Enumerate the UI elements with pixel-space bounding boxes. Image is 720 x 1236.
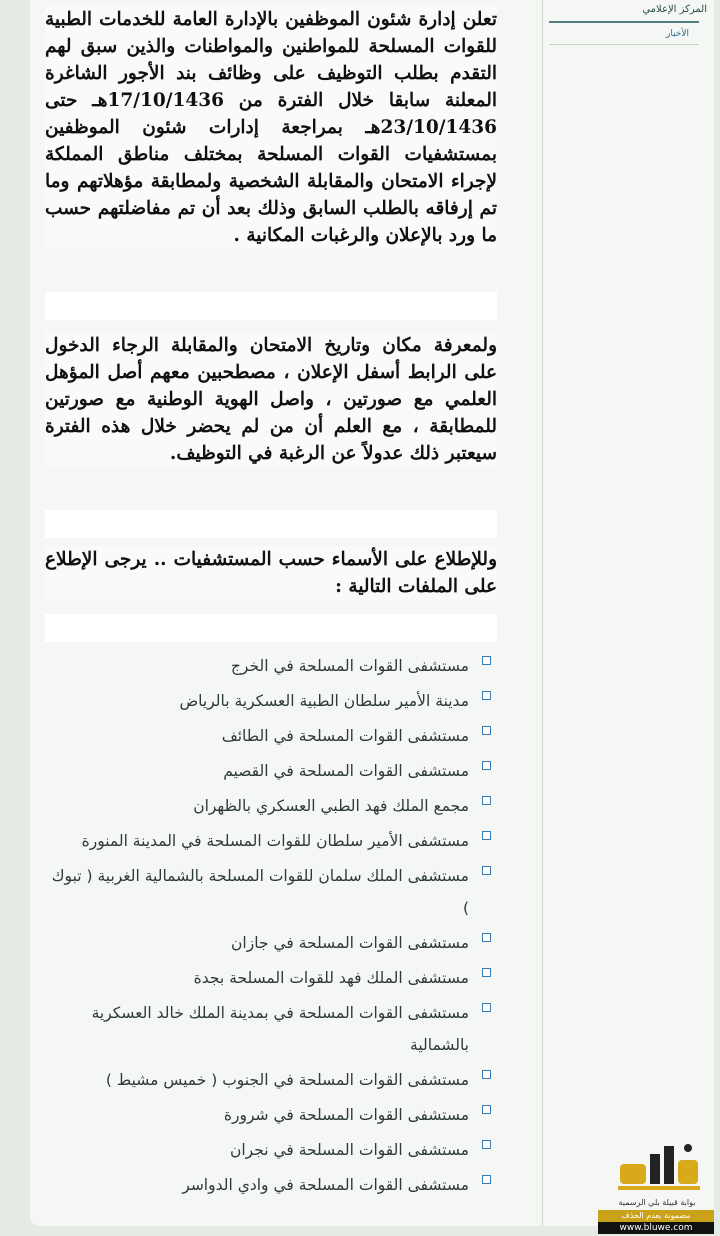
logo-tagline: بوابة قبيلة بلي الرسمية — [618, 1198, 696, 1207]
hospital-name: مستشفى القوات المسلحة في نجران — [229, 1141, 469, 1159]
square-bullet-icon — [482, 933, 491, 942]
spacer — [45, 614, 497, 642]
spacer — [45, 510, 497, 538]
announcement-paragraph: تعلن إدارة شئون الموظفين بالإدارة العامة للخدمات الطبية للقوات المسلحة للمواطنين والمواطنات والذين سبق لهم التقدم بطلب التوظيف على وظائف بند الأجور الشاغرة المعلنة سابقا خلال الفترة من 17/10/1436هـ حتى 23/10/1436هـ بمراجعة إدارات شئون الموظفين بمستشفيات القوات المسلحة بمختلف مناطق المملكة لإجراء الامتحان والمقابلة الشخصية ولمطابقة مؤهلاتهم وما تم إرفاقه بالطلب السابق وذلك بعد أن تم مفاضلتهم حسب ما ورد بالإعلان والرغبات المكانية . — [45, 6, 497, 249]
hospital-file-link[interactable] — [45, 650, 497, 682]
hospital-name: مستشفى القوات المسلحة في بمدينة الملك خالد العسكرية بالشمالية — [91, 1004, 469, 1054]
logo-url: www.bluwe.com — [598, 1222, 714, 1234]
watermark-logo — [598, 1140, 714, 1232]
hospital-name: مستشفى القوات المسلحة في الطائف — [221, 727, 469, 745]
hospital-file-link[interactable] — [45, 962, 497, 994]
hospital-name: مستشفى القوات المسلحة في شرورة — [223, 1106, 469, 1124]
hospital-name: مستشفى الأمير سلطان للقوات المسلحة في المدينة المنورة — [81, 832, 469, 850]
square-bullet-icon — [482, 866, 491, 875]
hospital-file-link[interactable] — [45, 685, 497, 717]
square-bullet-icon — [482, 1175, 491, 1184]
square-bullet-icon — [482, 1105, 491, 1114]
spacer — [45, 292, 497, 320]
files-intro-paragraph: وللإطلاع على الأسماء حسب المستشفيات .. يرجى الإطلاع على الملفات التالية : — [45, 546, 497, 600]
hospital-file-link[interactable] — [45, 1169, 497, 1201]
hospital-name: مجمع الملك فهد الطبي العسكري بالظهران — [193, 797, 469, 815]
hospital-name: مستشفى القوات المسلحة في الخرج — [230, 657, 469, 675]
hospital-name: مستشفى القوات المسلحة في الجنوب ( خميس مشيط ) — [105, 1071, 469, 1089]
hospital-name: مدينة الأمير سلطان الطبية العسكرية بالرياض — [179, 692, 469, 710]
square-bullet-icon — [482, 796, 491, 805]
sidebar-news-link[interactable]: الأخبار — [665, 29, 689, 39]
square-bullet-icon — [482, 656, 491, 665]
instructions-paragraph: ولمعرفة مكان وتاريخ الامتحان والمقابلة الرجاء الدخول على الرابط أسفل الإعلان ، مصطحبين معهم أصل المؤهل العلمي مع صورتين ، واصل الهوية الوطنية مع صورتين للمطابقة ، مع العلم أن من لم يحضر خلال هذه الفترة سيعتبر ذلك عدولاً عن الرغبة في التوظيف. — [45, 332, 497, 467]
sidebar — [542, 0, 717, 1226]
hospital-file-link[interactable] — [45, 825, 497, 857]
square-bullet-icon — [482, 691, 491, 700]
square-bullet-icon — [482, 831, 491, 840]
hospital-file-link[interactable] — [45, 860, 497, 924]
hospital-name: مستشفى القوات المسلحة في القصيم — [223, 762, 469, 780]
hospital-name: مستشفى القوات المسلحة في جازان — [231, 934, 469, 952]
hospital-file-link[interactable] — [45, 927, 497, 959]
hospital-file-link[interactable] — [45, 790, 497, 822]
square-bullet-icon — [482, 968, 491, 977]
square-bullet-icon — [482, 1140, 491, 1149]
hospital-file-link[interactable] — [45, 720, 497, 752]
hospital-file-link[interactable] — [45, 1099, 497, 1131]
hospital-name: مستشفى القوات المسلحة في وادي الدواسر — [182, 1176, 469, 1194]
square-bullet-icon — [482, 761, 491, 770]
hospital-file-list — [45, 650, 497, 1204]
square-bullet-icon — [482, 1003, 491, 1012]
sidebar-divider — [549, 21, 699, 23]
hospital-file-link[interactable] — [45, 1134, 497, 1166]
hospital-name: مستشفى الملك سلمان للقوات المسلحة بالشمالية الغربية ( تبوك ) — [51, 867, 469, 917]
hospital-file-link[interactable] — [45, 755, 497, 787]
square-bullet-icon — [482, 1070, 491, 1079]
hospital-file-link[interactable] — [45, 1064, 497, 1096]
hospital-file-link[interactable] — [45, 997, 497, 1061]
logo-emblem — [614, 1140, 704, 1196]
hospital-name: مستشفى الملك فهد للقوات المسلحة بجدة — [193, 969, 469, 987]
sidebar-title: المركز الإعلامي — [642, 4, 707, 15]
sidebar-divider-2 — [549, 44, 699, 45]
square-bullet-icon — [482, 726, 491, 735]
logo-banner: مضمونة بعدم الحذف — [598, 1210, 714, 1222]
